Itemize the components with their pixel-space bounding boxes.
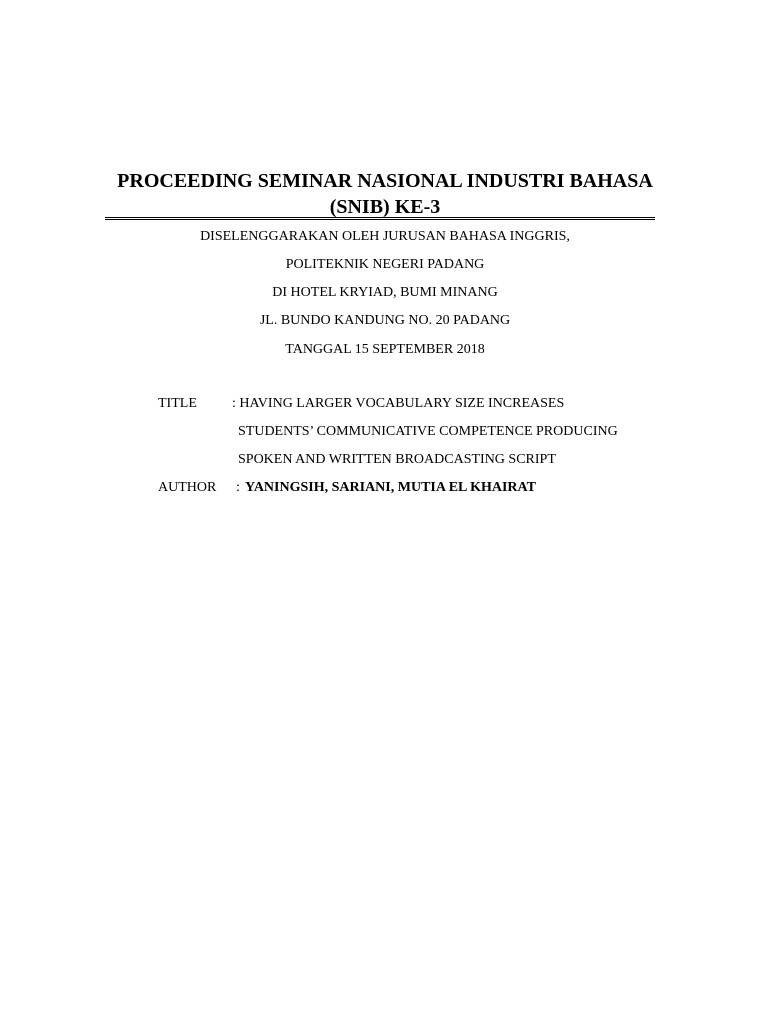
author-names: YANINGSIH, SARIANI, MUTIA EL KHAIRAT [245,480,536,495]
title-value-line-1: : HAVING LARGER VOCABULARY SIZE INCREASES [232,396,565,411]
author-separator: : [236,480,240,495]
title-label: TITLE [158,396,197,411]
heading-line-2: (SNIB) KE-3 [329,196,441,218]
organizer-line-1: DISELENGGARAKAN OLEH JURUSAN BAHASA INGGRIS, [200,229,570,244]
organizer-line-5: TANGGAL 15 SEPTEMBER 2018 [285,342,485,357]
heading-divider-top [105,217,655,218]
author-label: AUTHOR [158,480,217,495]
proceeding-heading [90,168,680,220]
organizer-line-2: POLITEKNIK NEGERI PADANG [285,257,485,272]
title-value-line-2: STUDENTS’ COMMUNICATIVE COMPETENCE PRODUCING [238,424,618,439]
organizer-line-3: DI HOTEL KRYIAD, BUMI MINANG [272,285,498,300]
heading-line-1: PROCEEDING SEMINAR NASIONAL INDUSTRI BAHASA [117,170,653,192]
heading-divider-bottom [105,219,655,220]
organizer-line-4: JL. BUNDO KANDUNG NO. 20 PADANG [259,313,511,328]
title-value-line-3: SPOKEN AND WRITTEN BROADCASTING SCRIPT [238,452,556,467]
